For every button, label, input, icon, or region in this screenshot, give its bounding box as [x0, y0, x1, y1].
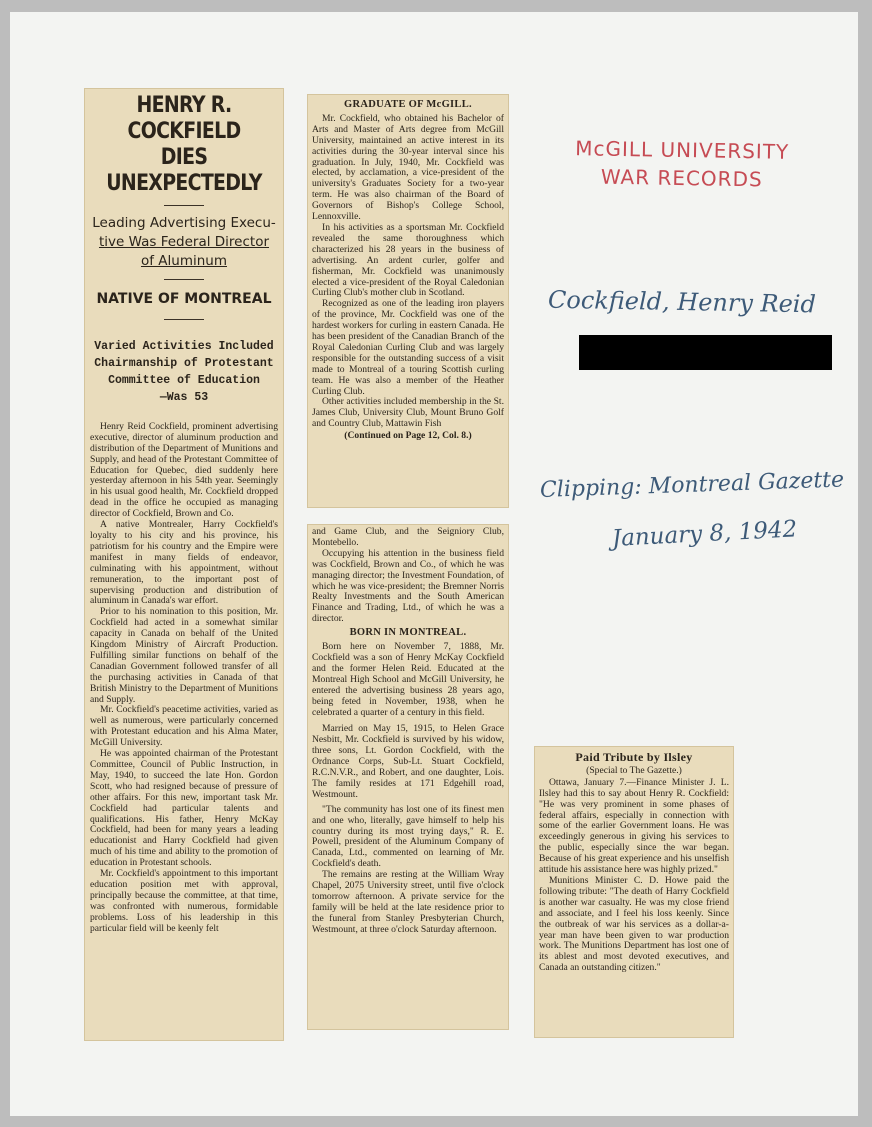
- paragraph: Born here on November 7, 1888, Mr. Cockfield was a son of Henry McKay Cockfield and the former Helen Reid. Educated at the Montreal High School and McGill University, he entered the advertising business 28 years ago, being feted in November, 1938, when he celebrated a quarter of a century in this field.: [312, 641, 504, 718]
- paragraph: Mr. Cockfield's peacetime activities, varied as well as numerous, were particularly concerned with Protestant education and his Alma Mater, McGill University.: [90, 704, 278, 749]
- paragraph: Mr. Cockfield, who obtained his Bachelor of Arts and Master of Arts degree from McGill University, maintained an active interest in its activities during the 30-year interval since his graduation. In July, 1940, Mr. Cockfield was elected, by acclamation, a vice-president of the university's Graduates Society for a two-year term. He was also chairman of the Board of Governors of Bishop's College School, Lennoxville.: [312, 112, 504, 223]
- paragraph: and Game Club, and the Seigniory Club, Montebello.: [312, 526, 504, 548]
- paragraph: Henry Reid Cockfield, prominent advertising executive, director of aluminum production and distribution of the Department of Munitions and Supply, and head of the Protestant Committee of Education for Quebec, died suddenly here yesterday afternoon in his 54th year. Seemingly in his usual good health, Mr. Cockfield dropped dead in the office he occupied as managing director of Cockfield, Brown and Co.: [90, 420, 278, 520]
- section-heading: BORN IN MONTREAL.: [349, 627, 467, 639]
- stamp-line-1: McGILL UNIVERSITY: [575, 136, 790, 164]
- war-records-stamp: [552, 134, 813, 195]
- clipping-born-in-montreal: [307, 524, 509, 1030]
- paragraph: Occupying his attention in the business field was Cockfield, Brown and Co., of which he was managing director; the Investment Foundation, of which he was vice-president; the Bremner Norris Realty Investments and the South American Finance and Trading, Ltd., of which he was a director.: [312, 547, 504, 625]
- paragraph: "The community has lost one of its finest men and one who, literally, gave himself to help his country during its most trying days," R. E. Powell, president of the Aluminum Company of Canada, Ltd., commented on learning of Mr. Cockfield's death.: [312, 803, 504, 870]
- summary-line-4: —Was 53: [159, 390, 209, 404]
- handwritten-name: Cockfield, Henry Reid: [547, 285, 817, 319]
- clipping-paid-tribute: [534, 746, 734, 1038]
- handwritten-source: Clipping: Montreal Gazette: [539, 467, 845, 503]
- divider: [164, 279, 204, 280]
- paragraph: Other activities included membership in the St. James Club, University Club, Mount Bruno Golf and Country Club, Mattawin Fish: [312, 396, 504, 430]
- paragraph: The remains are resting at the William Wray Chapel, 2075 University street, until five o'clock tomorrow afternoon. A private service for the family will be held at the late residence prior to the funeral from Stanley Presbyterian Church, Westmount, at three o'clock Saturday afternoon.: [312, 869, 504, 935]
- section-heading: Paid Tribute by Ilsley: [575, 750, 693, 764]
- subheadline-line-2: tive Was Federal Director: [98, 234, 269, 250]
- native-heading: NATIVE OF MONTREAL: [96, 291, 272, 307]
- paragraph: Recognized as one of the leading iron players of the province, Mr. Cockfield was one of the hardest workers for curling in eastern Canada. He has been president of the Canadian Branch of the Royal Caledonian Curling Club and was largely responsible for the outstanding success of a visit made to Montreal of a touring Scottish curling team. He was also a member of the Heather Curling Club.: [312, 298, 504, 397]
- summary-deck: [88, 338, 280, 406]
- paragraph: He was appointed chairman of the Protestant Committee, Council of Public Instruction, in May, 1940, to succeed the late Hon. Gordon Scott, who had resigned because of pressure of other affairs. For this new, important task Mr. Cockfield had particular talents and qualifications. His father, Henry McKay Cockfield, had been for many years a leading educationist and Harry Cockfield had given much of his time and ability to the promotion of education in Protestant schools.: [90, 748, 278, 869]
- redaction-bar: [579, 335, 832, 370]
- headline-line-2: DIES UNEXPECTEDLY: [106, 145, 262, 196]
- divider: [164, 319, 204, 320]
- subheadline: [88, 214, 280, 271]
- subheadline-line-3: of Aluminum: [140, 253, 227, 269]
- clipping-main-obituary: [84, 88, 284, 1041]
- paragraph: In his activities as a sportsman Mr. Cockfield revealed the same thoroughness which characterized his 28 years in the business of advertising. An ardent curler, golfer and fisherman, Mr. Cockfield was unanimously elected a vice-president of the Royal Caledonian Curling Club's mother club in Scotland.: [312, 221, 504, 299]
- stamp-line-2: WAR RECORDS: [600, 164, 763, 192]
- paragraph: Married on May 15, 1915, to Helen Grace Nesbitt, Mr. Cockfield is survived by his widow, three sons, Lt. Gordon Cockfield, with the Ordnance Corps, Sub-Lt. Stuart Cockfield, R.C.N.V.R., and Robert, and one daughter, Lois. The family resides at 171 Edgehill road, Westmount.: [312, 723, 504, 800]
- headline: [88, 93, 281, 197]
- article-body: [88, 422, 280, 935]
- paragraph: A native Montrealer, Harry Cockfield's loyalty to his city and his province, his patriotism for his country and the Empire were manifest in many fields of endeavor, culminating with his appointment, without remuneration, to the important post of supervising production and distribution of aluminum in Canada's war effort.: [90, 519, 278, 607]
- handwritten-date: January 8, 1942: [611, 516, 798, 552]
- paragraph: Ottawa, January 7.—Finance Minister J. L. Ilsley had this to say about Henry R. Cockfield: "He was very prominent in some phases of federal affairs, especially in connection with some of the earlier Government loans. He was exceedingly generous in giving his services to the public, especially since the war began. Because of his great experience and his unselfish attitude his assistance here was highly prized.": [539, 776, 729, 876]
- clipping-graduate-of-mcgill: [307, 94, 509, 508]
- paragraph: Mr. Cockfield's appointment to this important education position met with approval, principally because the committee, at that time, was confronted with numerous, formidable problems. Loss of his leadership in this particular field will be keenly felt: [90, 868, 278, 934]
- special-note: (Special to The Gazette.): [586, 764, 682, 776]
- continued-note: (Continued on Page 12, Col. 8.): [344, 430, 472, 442]
- headline-line-1: HENRY R. COCKFIELD: [127, 93, 241, 144]
- summary-line-2: Chairmanship of Protestant: [94, 356, 274, 370]
- summary-line-3: Committee of Education: [108, 373, 260, 387]
- section-heading: GRADUATE OF McGILL.: [344, 99, 472, 110]
- paragraph: Munitions Minister C. D. Howe paid the following tribute: "The death of Harry Cockfield is another war casualty. He was my close friend and associate, and I feel his loss keenly. Since the outbreak of war his services as a dollar-a-year man have been given to war production work. The Munitions Department has lost one of its ablest and most devoted executives, and Canada an outstanding citizen.": [539, 874, 729, 974]
- summary-line-1: Varied Activities Included: [94, 339, 274, 353]
- subheadline-line-1: Leading Advertising Execu-: [92, 215, 276, 231]
- divider: [164, 205, 204, 206]
- paragraph: Prior to his nomination to this position, Mr. Cockfield had acted in a somewhat similar capacity in Canada on behalf of the United Kingdom Ministry of Aircraft Production. Fulfilling similar functions on behalf of the Canadian Government followed transfer of all the purchasing activities in Canada of that British Ministry to the Department of Munitions and Supply.: [90, 606, 278, 705]
